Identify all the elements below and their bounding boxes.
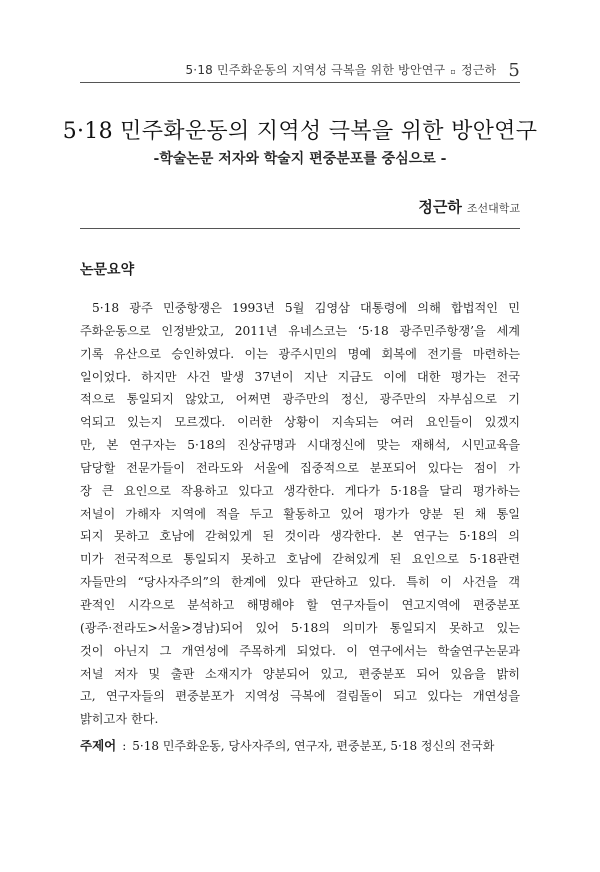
- article-subtitle: -학술논문 저자와 학술지 편중분포를 중심으로 -: [153, 151, 447, 167]
- running-header-title: 5·18 민주화운동의 지역성 극복을 위한 방안연구: [185, 63, 446, 77]
- abstract-line: 장 큰 요인으로 작용하고 있다고 생각한다. 게다가 5·18을 달리 평가하는: [80, 483, 520, 498]
- author-divider: [80, 228, 520, 229]
- abstract-line: 고, 연구자들의 편중분포가 지역성 극복에 걸림돌이 되고 있다는 개연성을: [80, 689, 520, 704]
- abstract-line: 담당할 전문가들이 전라도와 서울에 집중적으로 분포되어 있다는 점이 가: [80, 460, 520, 475]
- page-number: 5: [508, 60, 520, 81]
- author-affiliation: 조선대학교: [466, 202, 520, 215]
- abstract-line: 저널이 가해자 지역에 적을 두고 활동하고 있어 평가가 양분 된 채 통일: [80, 506, 520, 521]
- abstract-line: (광주·전라도>서울>경남)되어 있어 5·18의 의미가 통일되지 못하고 있는: [80, 620, 520, 635]
- abstract-line: 되지 못하고 호남에 갇혀있게 된 것이라 생각한다. 본 연구는 5·18의 의: [80, 529, 520, 544]
- running-header-author: 정근하: [460, 63, 497, 77]
- abstract-line: 자들만의 “당사자주의”의 한계에 있다 판단하고 있다. 특히 이 사건을 객: [80, 575, 520, 590]
- abstract-line: 억되고 있는지 모르겠다. 이러한 상황이 지속되는 여러 요인들이 있겠지: [80, 415, 520, 430]
- abstract-heading: 논문요약: [80, 262, 135, 278]
- abstract-line: 미가 전국적으로 통일되지 못하고 호남에 갇혀있게 된 요인으로 5·18관련: [80, 552, 520, 567]
- abstract-line: 적으로 통일되지 않았고, 어쩌면 광주만의 정신, 광주만의 자부심으로 기: [80, 392, 520, 407]
- author-line: [418, 196, 520, 217]
- abstract-line: 일이었다. 하지만 사건 발생 37년이 지난 지금도 이에 대한 평가는 전국: [80, 369, 520, 384]
- article-title: 5·18 민주화운동의 지역성 극복을 위한 방안연구: [62, 119, 538, 144]
- abstract-line: 것이 아닌지 그 개연성에 주목하게 되었다. 이 연구에서는 학술연구논문과: [80, 643, 520, 658]
- abstract-body: [80, 297, 520, 731]
- keywords: [80, 736, 540, 754]
- author-name: 정근하: [418, 198, 462, 216]
- abstract-line: 만, 본 연구자는 5·18의 진상규명과 시대정신에 맞는 재해석, 시민교육을: [80, 438, 520, 453]
- keywords-label: 주제어: [80, 738, 117, 753]
- running-header-separator: ▫: [450, 67, 456, 76]
- abstract-line: 주화운동으로 인정받았고, 2011년 유네스코는 ‘5·18 광주민주항쟁’을 세계: [80, 323, 520, 338]
- abstract-line: 5·18 광주 민중항쟁은 1993년 5월 김영삼 대통령에 의해 합법적인 민: [92, 301, 520, 315]
- abstract-line: 기록 유산으로 승인하였다. 이는 광주시민의 명예 회복에 전기를 마련하는: [80, 346, 520, 361]
- running-header: [80, 56, 520, 81]
- keywords-colon: :: [122, 739, 127, 753]
- abstract-line: 밝히고자 한다.: [80, 712, 159, 727]
- header-divider: [80, 82, 520, 83]
- keywords-text: 5·18 민주화운동, 당사자주의, 연구자, 편중분포, 5·18 정신의 전국화: [132, 739, 495, 753]
- abstract-line: 관적인 시각으로 분석하고 해명해야 할 연구자들이 연고지역에 편중분포: [80, 597, 520, 612]
- abstract-line: 저널 저자 및 출판 소재지가 양분되어 있고, 편중분포 되어 있음을 밝히: [80, 666, 520, 681]
